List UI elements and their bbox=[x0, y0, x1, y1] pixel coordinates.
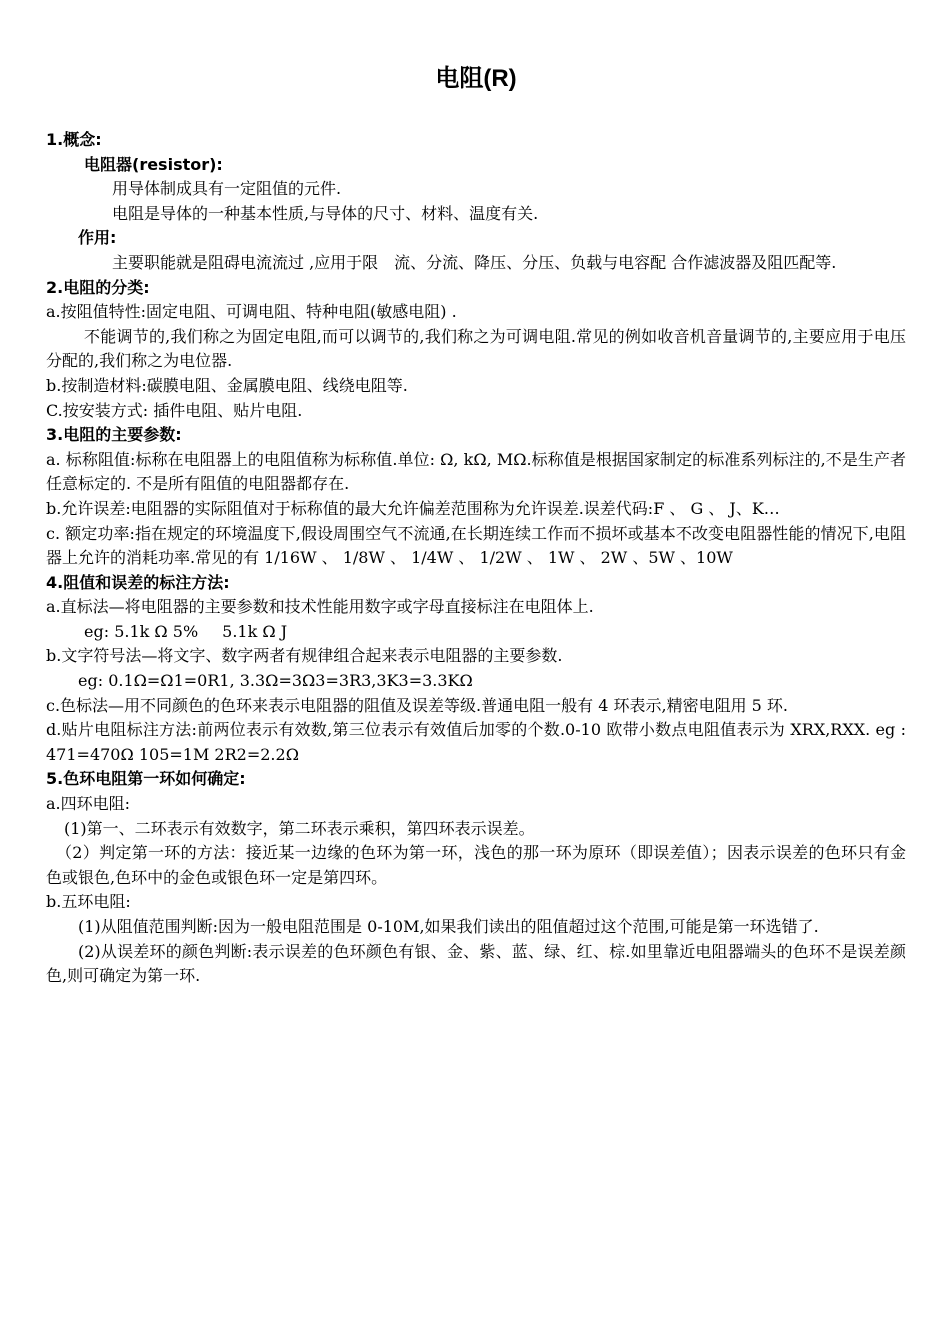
classification-c: C.按安装方式: 插件电阻、贴片电阻. bbox=[46, 400, 303, 420]
five-band-rule-1: (1)从阻值范围判断:因为一般电阻范围是 0-10M,如果我们读出的阻值超过这个范围,可能是第一环选错了. bbox=[78, 917, 819, 936]
classification-a: a.按阻值特性:固定电阻、可调电阻、特种电阻(敏感电阻) . bbox=[46, 302, 457, 322]
document-title: 电阻(R) bbox=[435, 65, 517, 92]
marking-c: c.色标法—用不同颜色的色环来表示电阻器的阻值及误差等级.普通电阻一般有 4 环表示,精密电阻用 5 环. bbox=[46, 695, 789, 715]
document-body bbox=[46, 128, 906, 989]
parameter-b: b.允许误差:电阻器的实际阻值对于标称值的最大允许偏差范围称为允许误差.误差代码:F 、 G 、 J、K… bbox=[46, 498, 780, 518]
section-4-heading: 4.阻值和误差的标注方法: bbox=[46, 572, 230, 592]
four-band-heading: a.四环电阻: bbox=[46, 794, 131, 814]
classification-b: b.按制造材料:碳膜电阻、金属膜电阻、线绕电阻等. bbox=[46, 375, 408, 395]
parameter-c: c. 额定功率:指在规定的环境温度下,假设周围空气不流通,在长期连续工作而不损坏或基本不改变电阻器性能的情况下,电阻器上允许的消耗功率.常见的有 1/16W 、 1/8W 、 1/4W 、 1/2W 、 1W 、 2W 、5W 、10W bbox=[46, 523, 906, 568]
subheading-function: 作用: bbox=[78, 228, 117, 248]
paragraph-function: 主要职能就是阻碍电流流过 ,应用于限 流、分流、降压、分压、负载与电容配 合作滤波器及阻匹配等. bbox=[112, 252, 837, 272]
paragraph-property: 电阻是导体的一种基本性质,与导体的尺寸、材料、温度有关. bbox=[112, 203, 539, 223]
classification-a-detail: 不能调节的,我们称之为固定电阻,而可以调节的,我们称之为可调电阻.常见的例如收音机音量调节的,主要应用于电压分配的,我们称之为电位器. bbox=[46, 326, 906, 371]
marking-a-example-2: 5.1k Ω J bbox=[222, 621, 288, 641]
parameter-a: a. 标称阻值:标称在电阻器上的电阻值称为标称值.单位: Ω, kΩ, MΩ.标称值是根据国家制定的标准系列标注的,不是生产者任意标定的. 不是所有阻值的电阻器都存在. bbox=[46, 449, 906, 494]
section-5-heading: 5.色环电阻第一环如何确定: bbox=[46, 769, 246, 789]
section-2-heading: 2.电阻的分类: bbox=[46, 277, 150, 297]
five-band-rule-2: (2)从误差环的颜色判断:表示误差的色环颜色有银、金、紫、蓝、绿、红、棕.如里靠近电阻器端头的色环不是误差颜色,则可确定为第一环. bbox=[46, 941, 906, 986]
marking-b-example: eg: 0.1Ω=Ω1=0R1, 3.3Ω=3Ω3=3R3,3K3=3.3KΩ bbox=[78, 671, 473, 691]
marking-b: b.文字符号法—将文字、数字两者有规律组合起来表示电阻器的主要参数. bbox=[46, 646, 563, 666]
paragraph-definition: 用导体制成具有一定阻值的元件. bbox=[112, 179, 342, 199]
section-1-heading: 1.概念: bbox=[46, 130, 102, 149]
four-band-rule-2: （2）判定第一环的方法：接近某一边缘的色环为第一环，浅色的那一环为原环（即误差值）；因表示误差的色环只有金色或银色,色环中的金色或银色环一定是第四环。 bbox=[46, 843, 906, 887]
four-band-rule-1: (1)第一、二环表示有效数字，第二环表示乘积，第四环表示误差。 bbox=[64, 818, 535, 838]
five-band-heading: b.五环电阻: bbox=[46, 892, 131, 912]
marking-d: d.贴片电阻标注方法:前两位表示有效数,第三位表示有效值后加零的个数.0-10 欧带小数点电阻值表示为 XRX,RXX. eg : 471=470Ω 105=1M 2R2=2.2Ω bbox=[46, 720, 906, 764]
marking-a-example bbox=[46, 620, 906, 645]
section-3-heading: 3.电阻的主要参数: bbox=[46, 425, 182, 445]
marking-a-example-1: eg: 5.1k Ω 5% bbox=[84, 621, 199, 641]
subheading-resistor: 电阻器(resistor): bbox=[84, 154, 223, 174]
marking-a: a.直标法—将电阻器的主要参数和技术性能用数字或字母直接标注在电阻体上. bbox=[46, 597, 594, 617]
